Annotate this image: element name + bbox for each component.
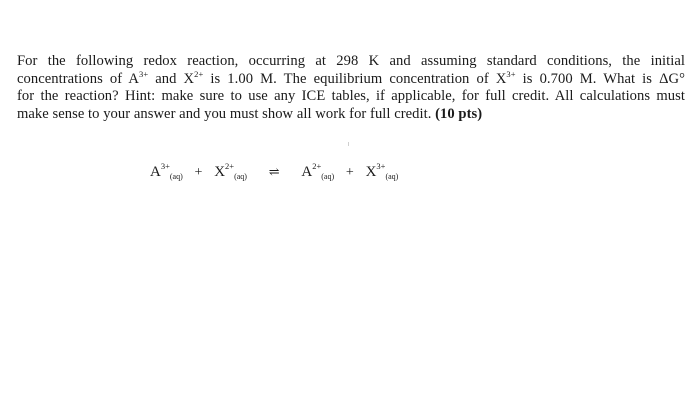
reactant-x xyxy=(214,161,247,181)
question-line-4-text: make sense to your answer and you must show all work for full credit. xyxy=(17,105,436,122)
question-line-2-text-a: concentrations of A xyxy=(17,70,140,87)
reactant-x-charge: 2+ xyxy=(225,161,235,171)
points-label: (10 pts) xyxy=(435,105,483,122)
plus-sign: + xyxy=(194,165,203,180)
question-line-2-text-d: is 0.700 M. What is ΔG° xyxy=(515,70,686,87)
question-line-2-text-b: and X xyxy=(148,70,195,87)
question-line-3 xyxy=(17,88,685,106)
product-a-charge: 2+ xyxy=(312,161,322,171)
product-x xyxy=(365,161,399,181)
reactant-a-charge: 3+ xyxy=(160,161,170,171)
reactant-x-symbol: X xyxy=(214,164,226,180)
charge-x-3plus: 3+ xyxy=(506,68,516,79)
product-x-symbol: X xyxy=(365,164,377,180)
reactant-a xyxy=(150,161,183,181)
plus-sign: + xyxy=(345,165,354,180)
question-line-3-text: for the reaction? Hint: make sure to use any ICE tables, if applicable, for full credit. All calculations must xyxy=(17,88,685,105)
question-line-1 xyxy=(17,53,685,71)
reaction-equation xyxy=(150,161,399,188)
question-line-1-text: For the following redox reaction, occurring at 298 K and assuming standard conditions, the initial xyxy=(17,53,685,69)
product-a-symbol: A xyxy=(301,164,313,180)
question-line-2-text-c: is 1.00 M. The equilibrium concentration of X xyxy=(203,70,507,87)
question-text xyxy=(17,53,685,123)
charge-x-2plus: 2+ xyxy=(194,68,204,79)
reactant-a-phase: (aq) xyxy=(169,172,183,181)
reactant-a-symbol: A xyxy=(150,164,161,180)
equilibrium-arrow-icon: ⇌ xyxy=(268,164,280,179)
product-a xyxy=(301,161,335,181)
reactant-x-phase: (aq) xyxy=(234,172,247,181)
scan-mark xyxy=(348,142,349,146)
product-x-charge: 3+ xyxy=(376,161,386,171)
question-line-2 xyxy=(17,68,686,89)
question-line-4 xyxy=(17,106,685,124)
product-x-phase: (aq) xyxy=(385,172,399,181)
charge-a-3plus: 3+ xyxy=(139,68,149,79)
product-a-phase: (aq) xyxy=(321,172,335,181)
